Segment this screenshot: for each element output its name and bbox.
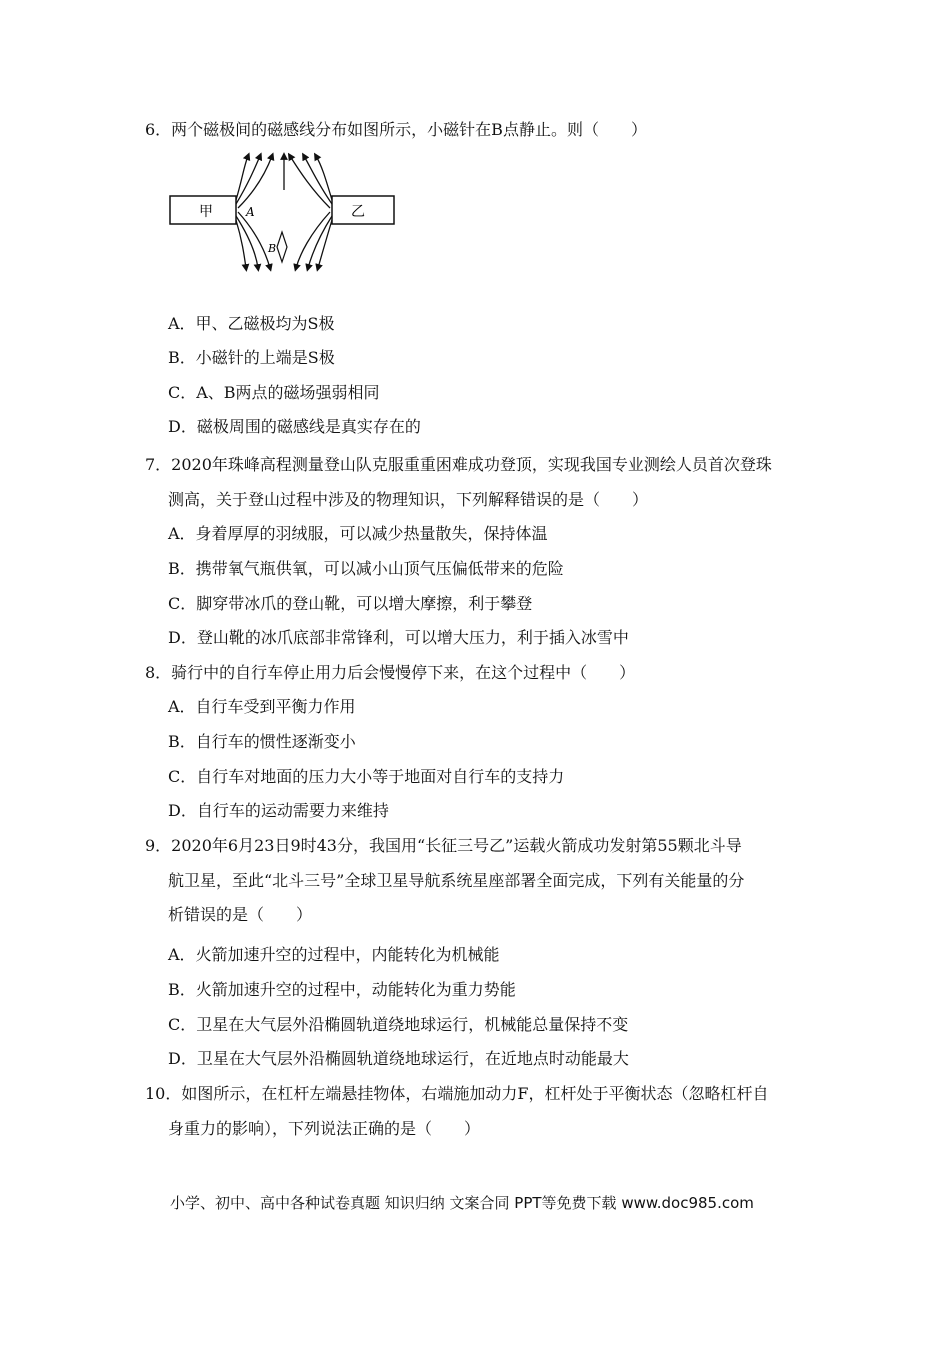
label-b: B	[268, 242, 277, 255]
q9-option-d: D．卫星在大气层外沿椭圆轨道绕地球运行，在近地点时动能最大	[168, 1049, 629, 1068]
q9-stem-line3: 析错误的是（ ）	[168, 905, 313, 924]
q7-option-a: A．身着厚厚的羽绒服，可以减少热量散失，保持体温	[168, 524, 548, 543]
q9-option-c: C．卫星在大气层外沿椭圆轨道绕地球运行，机械能总量保持不变	[168, 1015, 629, 1034]
q9-option-a: A．火箭加速升空的过程中，内能转化为机械能	[168, 945, 500, 964]
q8-option-c: C．自行车对地面的压力大小等于地面对自行车的支持力	[168, 767, 565, 786]
q8-option-a: A．自行车受到平衡力作用	[168, 697, 356, 716]
magnetic-field-figure	[166, 150, 396, 275]
q6-option-c: C．A、B两点的磁场强弱相同	[168, 383, 380, 402]
q7-option-d: D．登山靴的冰爪底部非常锋利，可以增大压力，利于插入冰雪中	[168, 628, 629, 647]
label-jia: 甲	[199, 204, 213, 220]
q9-stem-line2: 航卫星，至此“北斗三号”全球卫星导航系统星座部署全面完成，下列有关能量的分	[168, 871, 745, 890]
q10-stem-line1: 10．如图所示，在杠杆左端悬挂物体，右端施加动力F，杠杆处于平衡状态（忽略杠杆自	[145, 1084, 769, 1103]
q7-stem-line1: 7．2020年珠峰高程测量登山队克服重重困难成功登顶，实现我国专业测绘人员首次登珠	[145, 455, 772, 474]
q6-option-d: D．磁极周围的磁感线是真实存在的	[168, 417, 421, 436]
q8-option-d: D．自行车的运动需要力来维持	[168, 801, 389, 820]
label-yi: 乙	[351, 204, 365, 220]
label-a: A	[246, 205, 255, 219]
q7-option-c: C．脚穿带冰爪的登山靴，可以增大摩擦，利于攀登	[168, 594, 533, 613]
q9-stem-line1: 9．2020年6月23日9时43分，我国用“长征三号乙”运载火箭成功发射第55颗北斗导	[145, 836, 742, 855]
page-footer: 小学、初中、高中各种试卷真题 知识归纳 文案合同 PPT等免费下载 www.doc985.com	[170, 1194, 754, 1212]
q7-stem-line2: 测高，关于登山过程中涉及的物理知识，下列解释错误的是（ ）	[168, 490, 649, 509]
compass-needle	[277, 232, 287, 262]
q9-option-b: B．火箭加速升空的过程中，动能转化为重力势能	[168, 980, 516, 999]
q7-option-b: B．携带氧气瓶供氧，可以减小山顶气压偏低带来的危险	[168, 559, 564, 578]
q10-stem-line2: 身重力的影响），下列说法正确的是（ ）	[168, 1119, 481, 1138]
q8-stem: 8．骑行中的自行车停止用力后会慢慢停下来，在这个过程中（ ）	[145, 663, 636, 682]
q8-option-b: B．自行车的惯性逐渐变小	[168, 732, 356, 751]
q6-option-b: B．小磁针的上端是S极	[168, 348, 335, 367]
q6-option-a: A．甲、乙磁极均为S极	[168, 314, 335, 333]
q6-stem: 6．两个磁极间的磁感线分布如图所示，小磁针在B点静止。则（ ）	[145, 120, 647, 139]
